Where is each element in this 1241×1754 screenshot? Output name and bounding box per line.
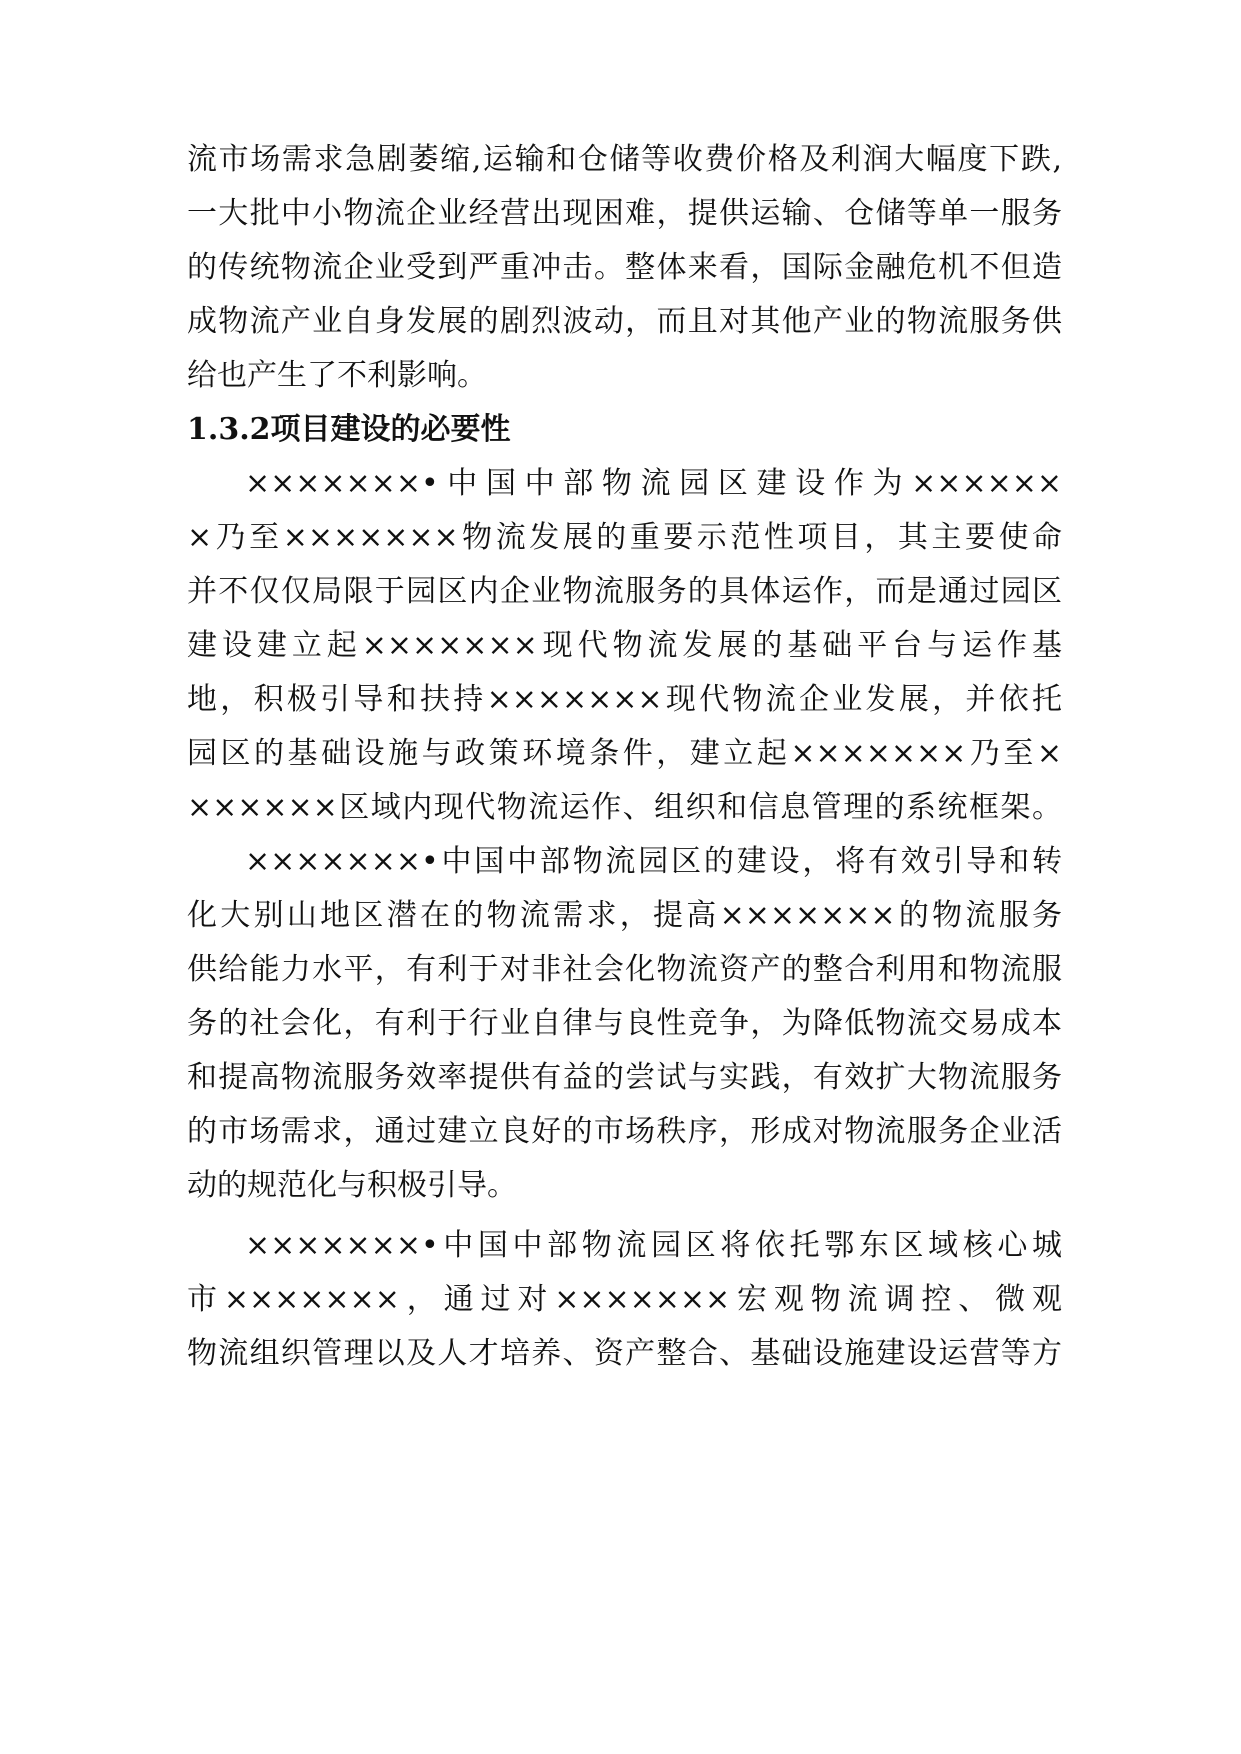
paragraph-1-line-5: 给也产生了不利影响。 (187, 358, 487, 393)
paragraph-3-line-2: 化大别山地区潜在的物流需求，提高×××××××的物流服务 (187, 898, 1062, 933)
paragraph-3-line-6: 的市场需求，通过建立良好的市场秩序，形成对物流服务企业活 (187, 1114, 1062, 1149)
paragraph-3-line-7: 动的规范化与积极引导。 (187, 1168, 517, 1203)
paragraph-2-line-5: 地，积极引导和扶持×××××××现代物流企业发展，并依托 (187, 682, 1062, 717)
paragraph-3-line-1: ×××××××•中国中部物流园区的建设，将有效引导和转 (245, 844, 1062, 879)
paragraph-3-line-4: 务的社会化，有利于行业自律与良性竞争，为降低物流交易成本 (187, 1006, 1062, 1041)
paragraph-2-line-2: ×乃至×××××××物流发展的重要示范性项目，其主要使命 (187, 520, 1062, 555)
paragraph-4-line-3: 物流组织管理以及人才培养、资产整合、基础设施建设运营等方 (187, 1336, 1062, 1371)
section-heading: 1.3.2项目建设的必要性 (187, 412, 511, 447)
paragraph-1-line-1: 流市场需求急剧萎缩,运输和仓储等收费价格及利润大幅度下跌, (187, 142, 1062, 177)
paragraph-2-line-3: 并不仅仅局限于园区内企业物流服务的具体运作，而是通过园区 (187, 574, 1062, 609)
paragraph-4-line-1: ×××××××•中国中部物流园区将依托鄂东区域核心城 (245, 1228, 1062, 1263)
paragraph-2-line-1: ×××××××•中国中部物流园区建设作为×××××× (245, 466, 1062, 501)
paragraph-2-line-7: ××××××区域内现代物流运作、组织和信息管理的系统框架。 (187, 790, 1062, 825)
paragraph-3-line-5: 和提高物流服务效率提供有益的尝试与实践，有效扩大物流服务 (187, 1060, 1062, 1095)
paragraph-1-line-3: 的传统物流企业受到严重冲击。整体来看，国际金融危机不但造 (187, 250, 1062, 285)
paragraph-1-line-2: 一大批中小物流企业经营出现困难，提供运输、仓储等单一服务 (187, 196, 1062, 231)
paragraph-2-line-4: 建设建立起×××××××现代物流发展的基础平台与运作基 (187, 628, 1062, 663)
paragraph-2-line-6: 园区的基础设施与政策环境条件，建立起×××××××乃至× (187, 736, 1062, 771)
paragraph-3-line-3: 供给能力水平，有利于对非社会化物流资产的整合利用和物流服 (187, 952, 1062, 987)
paragraph-4-line-2: 市×××××××，通过对×××××××宏观物流调控、微观 (187, 1282, 1062, 1317)
paragraph-1-line-4: 成物流产业自身发展的剧烈波动，而且对其他产业的物流服务供 (187, 304, 1062, 339)
